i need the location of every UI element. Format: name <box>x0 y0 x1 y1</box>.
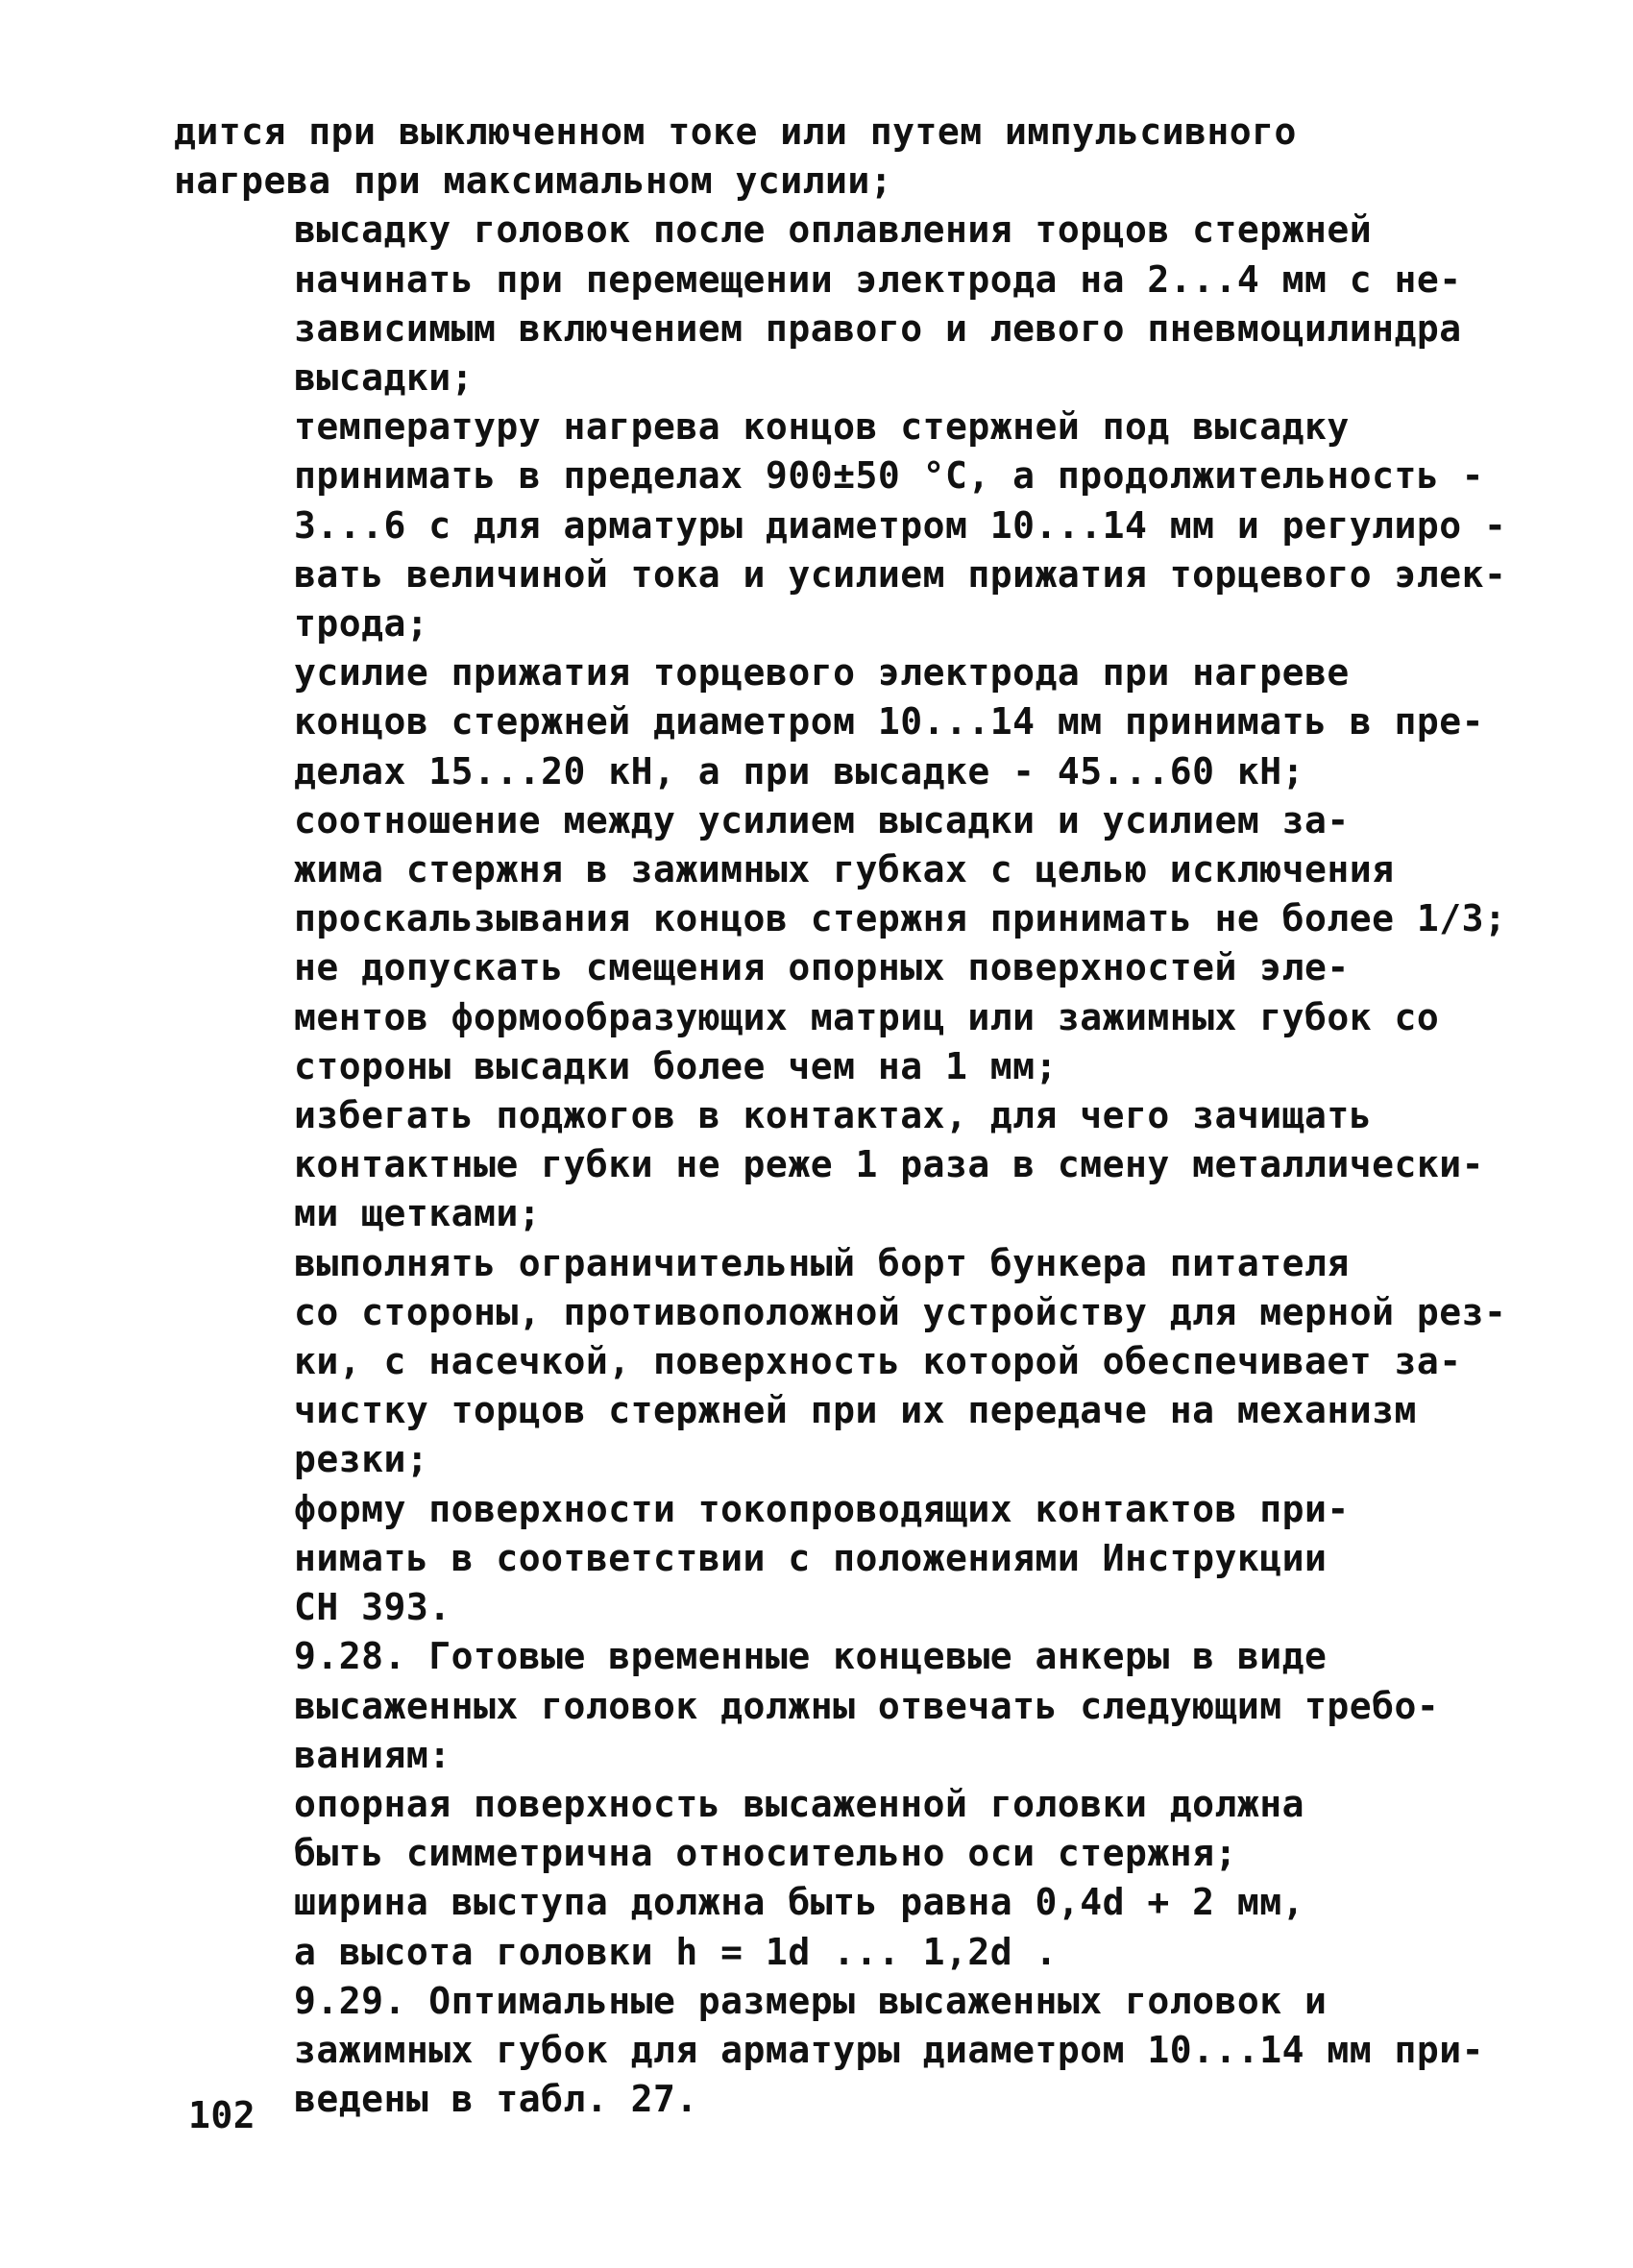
text-line: принимать в пределах 900±50 °С, а продолжительность - <box>294 454 1485 498</box>
text-line: ми щетками; <box>294 1192 542 1235</box>
text-line: а высота головки h = 1d ... 1,2d . <box>294 1930 1058 1973</box>
paragraph <box>174 402 1507 648</box>
paragraph <box>174 648 1485 796</box>
paragraph <box>174 1239 1507 1485</box>
paragraph <box>174 1632 1451 1780</box>
paragraph <box>174 943 1451 1091</box>
paragraph <box>174 1977 1485 2125</box>
text-line: форму поверхности токопроводящих контактов при- <box>294 1487 1350 1530</box>
text-line: начинать при перемещении электрода на 2...4 мм с не- <box>294 257 1462 301</box>
text-line: со стороны, противоположной устройству для мерной рез- <box>294 1290 1507 1333</box>
text-line: быть симметрична относительно оси стержня; <box>294 1832 1237 1875</box>
text-line: высадки; <box>294 356 475 400</box>
text-line: ваниям: <box>294 1733 451 1776</box>
text-line: ментов формообразующих матриц или зажимных губок со <box>294 995 1440 1038</box>
text-line: концов стержней диаметром 10...14 мм принимать в пре- <box>294 700 1485 744</box>
text-line: не допускать смещения опорных поверхностей эле- <box>294 946 1350 989</box>
text-line: высадку головок после оплавления торцов стержней <box>294 208 1373 252</box>
document-body <box>174 108 1507 2124</box>
text-line: жима стержня в зажимных губках с целью исключения <box>294 848 1395 891</box>
page-number: 102 <box>188 2094 256 2136</box>
text-line: зависимым включением правого и левого пневмоцилиндра <box>294 306 1462 350</box>
paragraph <box>174 1485 1451 1633</box>
text-line: ведены в табл. 27. <box>294 2078 698 2121</box>
text-line: СН 393. <box>294 1586 451 1629</box>
text-line: трода; <box>294 602 429 646</box>
text-line: усилие прижатия торцевого электрода при нагреве <box>294 651 1350 695</box>
text-line: ки, с насечкой, поверхность которой обеспечивает за- <box>294 1340 1462 1383</box>
text-line: опорная поверхность высаженной головки должна <box>294 1782 1305 1825</box>
text-line: выполнять ограничительный борт бункера питателя <box>294 1241 1350 1284</box>
text-line: зажимных губок для арматуры диаметром 10...14 мм при- <box>294 2028 1485 2071</box>
text-line: соотношение между усилием высадки и усилием за- <box>294 798 1350 841</box>
text-line: высаженных головок должны отвечать следующим требо- <box>294 1684 1440 1727</box>
paragraph <box>174 108 1451 206</box>
text-line: вать величиной тока и усилием прижатия торцевого элек- <box>294 552 1507 596</box>
text-line: 3...6 с для арматуры диаметром 10...14 мм и регулиро - <box>294 503 1507 547</box>
text-line: ширина выступа должна быть равна 0,4d + 2 мм, <box>294 1881 1305 1924</box>
text-line: проскальзывания концов стержня принимать не более 1/3; <box>294 897 1507 940</box>
text-line: стороны высадки более чем на 1 мм; <box>294 1044 1058 1087</box>
paragraph <box>174 206 1462 402</box>
text-line: дится при выключенном токе или путем импульсивного <box>174 110 1297 153</box>
text-line: контактные губки не реже 1 раза в смену металлически- <box>294 1143 1485 1186</box>
text-line: нагрева при максимальном усилии; <box>174 159 893 203</box>
text-line: 9.29. Оптимальные размеры высаженных головок и <box>294 1979 1328 2022</box>
paragraph <box>174 1091 1485 1239</box>
paragraph <box>174 1780 1451 1878</box>
text-line: температуру нагрева концов стержней под высадку <box>294 405 1350 449</box>
text-line: 9.28. Готовые временные концевые анкеры в виде <box>294 1635 1328 1678</box>
text-line: делах 15...20 кН, а при высадке - 45...60 кН; <box>294 749 1305 793</box>
text-line: избегать поджогов в контактах, для чего зачищать <box>294 1094 1373 1137</box>
paragraph <box>174 796 1507 944</box>
paragraph <box>174 1878 1451 1976</box>
text-line: нимать в соответствии с положениями Инструкции <box>294 1536 1328 1579</box>
text-line: резки; <box>294 1438 429 1481</box>
text-line: чистку торцов стержней при их передаче на механизм <box>294 1389 1417 1432</box>
